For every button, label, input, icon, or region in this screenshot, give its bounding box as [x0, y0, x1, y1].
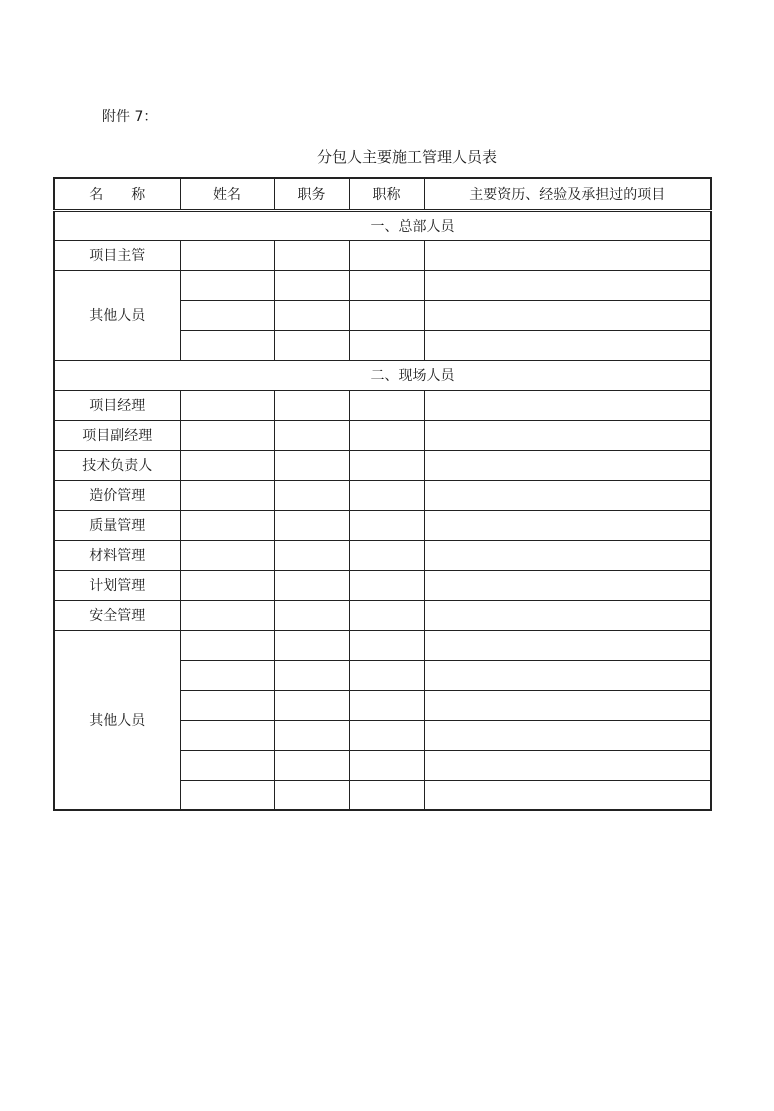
cell-input[interactable] [349, 420, 424, 450]
cell-input[interactable] [274, 270, 349, 300]
cell-input[interactable] [349, 450, 424, 480]
table-row [54, 450, 711, 480]
table-title: 分包人主要施工管理人员表 [316, 148, 497, 166]
cell-input[interactable] [349, 540, 424, 570]
cell-input[interactable] [274, 510, 349, 540]
header-row [54, 178, 711, 210]
cell-input[interactable] [349, 750, 424, 780]
cell-input[interactable] [424, 390, 711, 420]
cell-input[interactable] [349, 300, 424, 330]
header-position: 职务 [274, 178, 349, 210]
role-safety-mgmt: 安全管理 [54, 600, 180, 630]
cell-input[interactable] [180, 390, 274, 420]
table-row [54, 390, 711, 420]
cell-input[interactable] [180, 690, 274, 720]
cell-input[interactable] [349, 780, 424, 810]
cell-input[interactable] [349, 240, 424, 270]
cell-input[interactable] [424, 570, 711, 600]
cell-input[interactable] [349, 390, 424, 420]
section-site: 二、现场人员 [54, 360, 711, 390]
cell-input[interactable] [274, 480, 349, 510]
cell-input[interactable] [180, 300, 274, 330]
cell-input[interactable] [274, 600, 349, 630]
cell-input[interactable] [424, 540, 711, 570]
table-row [54, 630, 711, 660]
table-row [54, 570, 711, 600]
cell-input[interactable] [349, 480, 424, 510]
cell-input[interactable] [424, 750, 711, 780]
cell-input[interactable] [180, 660, 274, 690]
section-headquarters: 一、总部人员 [54, 210, 711, 240]
cell-input[interactable] [424, 330, 711, 360]
cell-input[interactable] [274, 240, 349, 270]
cell-input[interactable] [424, 420, 711, 450]
cell-input[interactable] [424, 720, 711, 750]
cell-input[interactable] [180, 420, 274, 450]
cell-input[interactable] [180, 480, 274, 510]
cell-input[interactable] [180, 630, 274, 660]
cell-input[interactable] [424, 630, 711, 660]
role-deputy-manager: 项目副经理 [54, 420, 180, 450]
table-row [54, 270, 711, 300]
cell-input[interactable] [349, 630, 424, 660]
cell-input[interactable] [424, 600, 711, 630]
cell-input[interactable] [424, 660, 711, 690]
cell-input[interactable] [180, 270, 274, 300]
header-name-col: 名 称 [54, 178, 180, 210]
cell-input[interactable] [424, 270, 711, 300]
cell-input[interactable] [274, 570, 349, 600]
header-experience: 主要资历、经验及承担过的项目 [424, 178, 711, 210]
cell-input[interactable] [349, 330, 424, 360]
cell-input[interactable] [349, 570, 424, 600]
header-title: 职称 [349, 178, 424, 210]
cell-input[interactable] [180, 240, 274, 270]
cell-input[interactable] [349, 600, 424, 630]
cell-input[interactable] [274, 690, 349, 720]
cell-input[interactable] [274, 300, 349, 330]
cell-input[interactable] [180, 450, 274, 480]
table-row [54, 420, 711, 450]
cell-input[interactable] [274, 720, 349, 750]
cell-input[interactable] [274, 540, 349, 570]
role-site-others: 其他人员 [54, 630, 180, 810]
table-row [54, 600, 711, 630]
cell-input[interactable] [349, 690, 424, 720]
staff-table [53, 177, 712, 811]
cell-input[interactable] [180, 330, 274, 360]
cell-input[interactable] [349, 270, 424, 300]
role-quality-mgmt: 质量管理 [54, 510, 180, 540]
section-row [54, 360, 711, 390]
cell-input[interactable] [349, 660, 424, 690]
section-row [54, 210, 711, 240]
cell-input[interactable] [424, 300, 711, 330]
table-row [54, 540, 711, 570]
cell-input[interactable] [349, 720, 424, 750]
cell-input[interactable] [349, 510, 424, 540]
cell-input[interactable] [274, 330, 349, 360]
role-project-supervisor: 项目主管 [54, 240, 180, 270]
role-cost-mgmt: 造价管理 [54, 480, 180, 510]
cell-input[interactable] [180, 780, 274, 810]
cell-input[interactable] [274, 390, 349, 420]
role-hq-others: 其他人员 [54, 270, 180, 360]
cell-input[interactable] [180, 600, 274, 630]
cell-input[interactable] [180, 720, 274, 750]
cell-input[interactable] [180, 540, 274, 570]
header-person-name: 姓名 [180, 178, 274, 210]
role-technical-lead: 技术负责人 [54, 450, 180, 480]
cell-input[interactable] [424, 780, 711, 810]
cell-input[interactable] [180, 510, 274, 540]
cell-input[interactable] [424, 480, 711, 510]
role-plan-mgmt: 计划管理 [54, 570, 180, 600]
cell-input[interactable] [274, 660, 349, 690]
cell-input[interactable] [180, 570, 274, 600]
cell-input[interactable] [424, 240, 711, 270]
table-row [54, 510, 711, 540]
table-row [54, 480, 711, 510]
cell-input[interactable] [274, 630, 349, 660]
attachment-label: 附件 7： [102, 109, 158, 125]
table-row [54, 240, 711, 270]
cell-input[interactable] [274, 450, 349, 480]
cell-input[interactable] [424, 450, 711, 480]
role-project-manager: 项目经理 [54, 390, 180, 420]
cell-input[interactable] [274, 780, 349, 810]
cell-input[interactable] [274, 420, 349, 450]
cell-input[interactable] [274, 750, 349, 780]
cell-input[interactable] [424, 510, 711, 540]
role-material-mgmt: 材料管理 [54, 540, 180, 570]
cell-input[interactable] [424, 690, 711, 720]
cell-input[interactable] [180, 750, 274, 780]
